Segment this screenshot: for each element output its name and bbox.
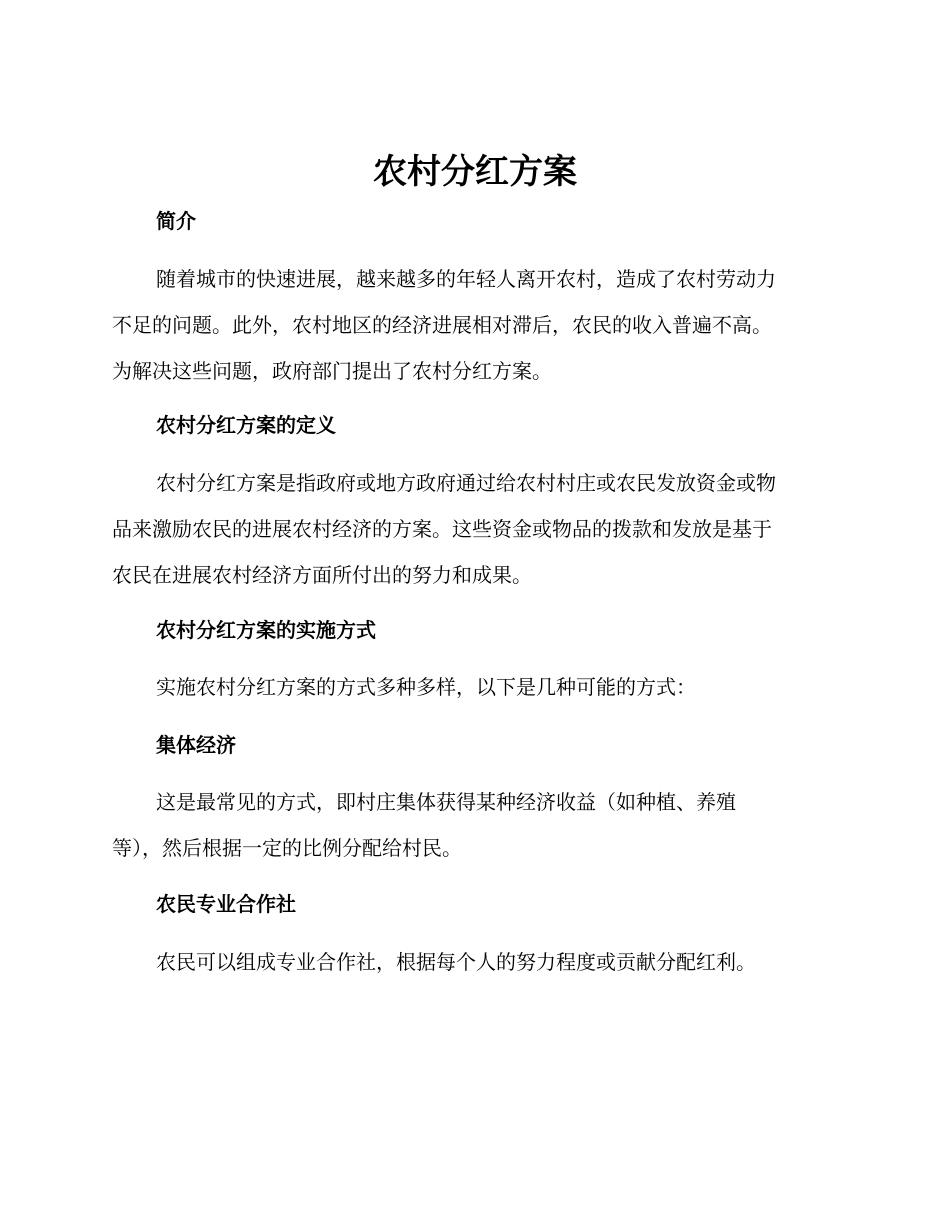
section-paragraph-implementation — [112, 664, 842, 710]
section-paragraph-collective-economy — [112, 779, 842, 871]
paragraph-line: 这是最常见的方式，即村庄集体获得某种经济收益（如种植、养殖 — [156, 790, 736, 814]
section-paragraph-definition — [112, 460, 842, 598]
paragraph-line: 品来激励农民的进展农村经济的方案。这些资金或物品的拨款和发放是基于 — [112, 517, 772, 541]
paragraph-line: 随着城市的快速进展，越来越多的年轻人离开农村，造成了农村劳动力 — [156, 267, 776, 291]
paragraph-line: 等），然后根据一定的比例分配给村民。 — [112, 836, 462, 860]
paragraph-line: 为解决这些问题，政府部门提出了农村分红方案。 — [112, 359, 552, 383]
section-heading-cooperative: 农民专业合作社 — [156, 892, 296, 916]
section-paragraph-cooperative — [112, 939, 842, 985]
paragraph-line: 不足的问题。此外，农村地区的经济进展相对滞后，农民的收入普遍不高。 — [112, 313, 772, 337]
section-heading-intro: 简介 — [156, 209, 196, 233]
section-heading-implementation: 农村分红方案的实施方式 — [156, 618, 376, 642]
section-heading-definition: 农村分红方案的定义 — [156, 413, 336, 437]
paragraph-line: 农民可以组成专业合作社，根据每个人的努力程度或贡献分配红利。 — [156, 950, 756, 974]
paragraph-line: 实施农村分红方案的方式多种多样，以下是几种可能的方式： — [156, 675, 696, 699]
section-heading-collective-economy: 集体经济 — [156, 733, 236, 757]
section-paragraph-intro — [112, 256, 842, 394]
paragraph-line: 农民在进展农村经济方面所付出的努力和成果。 — [112, 563, 532, 587]
document-title: 农村分红方案 — [373, 152, 577, 192]
paragraph-line: 农村分红方案是指政府或地方政府通过给农村村庄或农民发放资金或物 — [156, 471, 776, 495]
